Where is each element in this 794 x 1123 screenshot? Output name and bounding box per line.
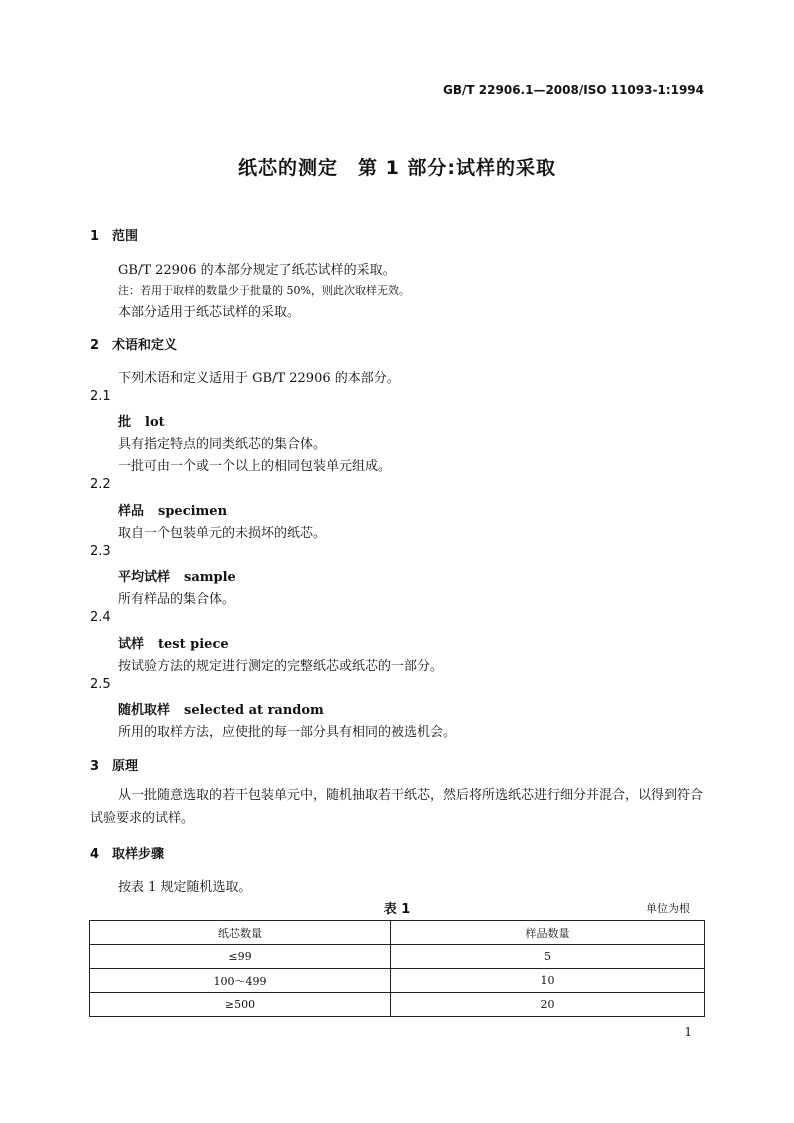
table-header-cell: 样品数量 (391, 921, 705, 945)
section-number: 1 (90, 229, 100, 244)
term-definition: 按试验方法的规定进行测定的完整纸芯或纸芯的一部分。 (118, 659, 444, 674)
table-header-cell: 纸芯数量 (90, 921, 391, 945)
sampling-table (89, 920, 705, 1017)
term-english: selected at random (184, 703, 324, 718)
section-title: 取样步骤 (112, 847, 165, 862)
paragraph: 下列术语和定义适用于 GB/T 22906 的本部分。 (118, 371, 400, 386)
term-chinese: 随机取样 (118, 703, 171, 718)
term-number: 2.2 (90, 477, 111, 492)
section-number: 4 (90, 847, 100, 862)
paragraph: 按表 1 规定随机选取。 (118, 880, 252, 895)
table-cell: 20 (391, 993, 705, 1017)
term-number: 2.4 (90, 610, 111, 625)
table-caption: 表 1 (383, 902, 411, 917)
section-title: 术语和定义 (112, 338, 178, 353)
term-definition: 取自一个包装单元的未损坏的纸芯。 (118, 526, 327, 541)
term-selected-at-random (118, 699, 324, 718)
table-row (90, 945, 705, 969)
table-row (90, 993, 705, 1017)
table-header-row (90, 921, 705, 945)
table-cell: 10 (391, 969, 705, 993)
table-row (90, 969, 705, 993)
term-chinese: 试样 (118, 637, 145, 652)
term-number: 2.3 (90, 544, 111, 559)
section-3-heading (90, 755, 138, 774)
section-1-heading (90, 225, 138, 244)
section-2-heading (90, 334, 177, 353)
section-4-heading (90, 843, 164, 862)
term-english: lot (145, 415, 165, 430)
term-number: 2.1 (90, 389, 111, 404)
term-definition: 具有指定特点的同类纸芯的集合体。 (118, 437, 327, 452)
term-test-piece (118, 633, 229, 652)
section-title: 原理 (112, 759, 139, 774)
term-definition: 所用的取样方法，应使批的每一部分具有相同的被选机会。 (118, 725, 457, 740)
term-definition: 所有样品的集合体。 (118, 592, 236, 607)
note: 注：若用于取样的数量少于批量的 50%，则此次取样无效。 (118, 284, 410, 297)
document-title: 纸芯的测定 第 1 部分:试样的采取 (237, 157, 557, 179)
paragraph: 从一批随意选取的若干包装单元中，随机抽取若干纸芯，然后将所选纸芯进行细分并混合，以得到符合试验要求的试样。 (90, 788, 704, 826)
term-number: 2.5 (90, 677, 111, 692)
term-chinese: 平均试样 (118, 570, 171, 585)
standard-number: GB/T 22906.1—2008/ISO 11093-1:1994 (443, 83, 704, 97)
paragraph: GB/T 22906 的本部分规定了纸芯试样的采取。 (118, 263, 396, 278)
section-number: 2 (90, 338, 100, 353)
table-cell: ≤99 (90, 945, 391, 969)
term-chinese: 批 (118, 415, 132, 430)
term-lot (118, 411, 165, 430)
term-english: test piece (158, 637, 229, 652)
table-unit: 单位为根 (646, 902, 690, 915)
term-specimen (118, 500, 227, 519)
paragraph: 本部分适用于纸芯试样的采取。 (118, 305, 301, 320)
page-number: 1 (684, 1025, 692, 1039)
table-cell: 100～499 (90, 969, 391, 993)
term-definition: 一批可由一个或一个以上的相同包装单元组成。 (118, 459, 392, 474)
table-cell: 5 (391, 945, 705, 969)
table-cell: ≥500 (90, 993, 391, 1017)
term-chinese: 样品 (118, 504, 145, 519)
term-sample (118, 566, 236, 585)
section-number: 3 (90, 759, 100, 774)
term-english: sample (184, 570, 236, 585)
term-english: specimen (158, 504, 228, 519)
section-title: 范围 (112, 229, 139, 244)
